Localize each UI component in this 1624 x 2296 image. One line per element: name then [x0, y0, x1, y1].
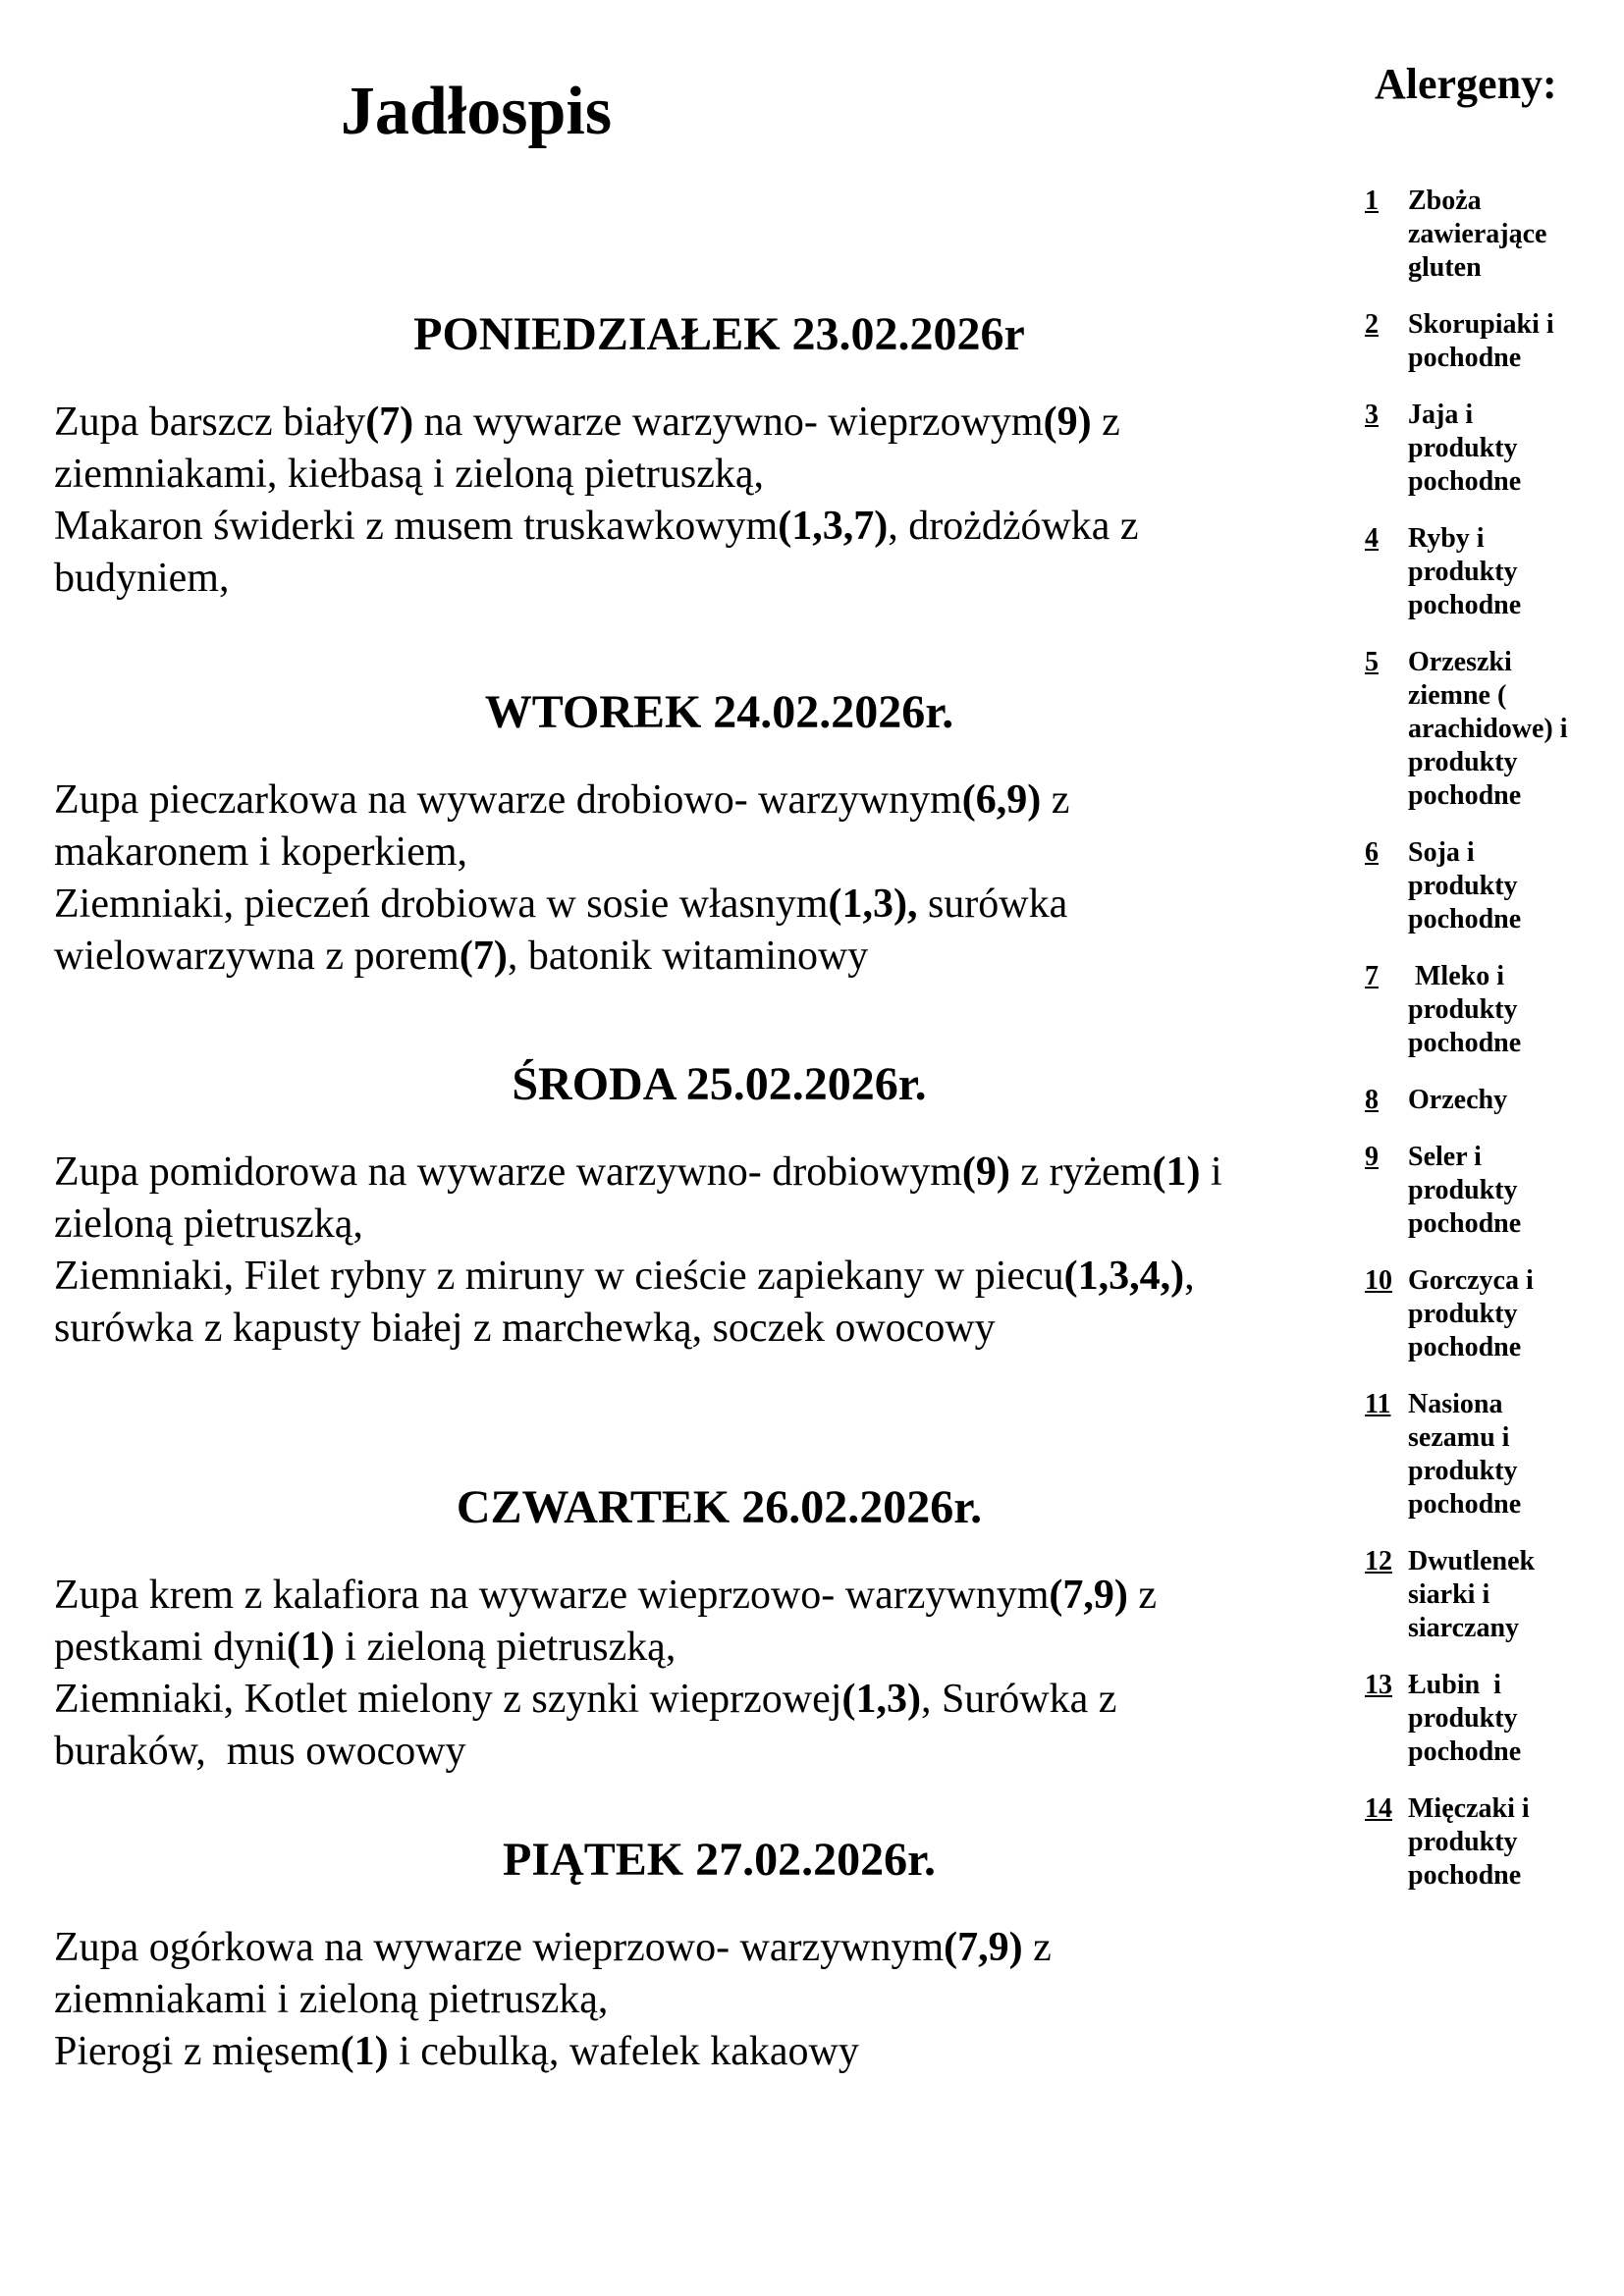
day-menu: [54, 397, 1384, 605]
allergen-label: Jaja i produkty pochodne: [1408, 400, 1525, 498]
allergen-item: [1365, 1669, 1620, 1769]
menu-line: makaronem i koperkiem,: [54, 828, 468, 875]
allergen-number: 5: [1365, 647, 1379, 678]
allergen-number: 8: [1365, 1085, 1379, 1116]
menu-days: [54, 307, 1384, 2079]
menu-line: Zupa pomidorowa na wywarze warzywno- drobiowym(9) z ryżem(1) i: [54, 1149, 1222, 1196]
menu-line: Zupa barszcz biały(7) na wywarze warzywno- wieprzowym(9) z: [54, 399, 1120, 445]
allergen-label: Ryby i produkty pochodne: [1408, 523, 1525, 621]
allergen-number: 12: [1365, 1546, 1392, 1577]
allergen-item: [1365, 646, 1620, 813]
menu-line: Makaron świderki z musem truskawkowym(1,3,7), drożdżówka z: [54, 503, 1139, 549]
menu-line: Ziemniaki, Filet rybny z miruny w cieście zapiekany w piecu(1,3,4,),: [54, 1254, 1195, 1300]
allergen-item: [1365, 308, 1620, 375]
allergens-header: Alergeny:: [1375, 60, 1557, 108]
allergen-item: [1365, 1545, 1620, 1645]
menu-line: buraków, mus owocowy: [54, 1729, 466, 1775]
allergen-item: [1365, 1141, 1620, 1241]
menu-line: wielowarzywna z porem(7), batonik witaminowy: [54, 933, 869, 979]
menu-line: Ziemniaki, Kotlet mielony z szynki wieprzowej(1,3), Surówka z: [54, 1677, 1117, 1723]
allergen-number: 9: [1365, 1142, 1379, 1173]
menu-line: Zupa pieczarkowa na wywarze drobiowo- warzywnym(6,9) z: [54, 776, 1070, 823]
allergen-label: Orzeszki ziemne ( arachidowe) i produkty pochodne: [1408, 647, 1575, 812]
day-menu: [54, 1922, 1384, 2078]
allergen-number: 10: [1365, 1265, 1392, 1297]
menu-line: Zupa krem z kalafiora na wywarze wieprzowo- warzywnym(7,9) z: [54, 1573, 1158, 1619]
allergen-number: 6: [1365, 837, 1379, 869]
menu-line: ziemniakami, kiełbasą i zieloną pietruszką,: [54, 451, 765, 497]
allergen-number: 11: [1365, 1389, 1391, 1420]
day-heading: PIĄTEK 27.02.2026r.: [503, 1834, 936, 1887]
allergen-item: [1365, 960, 1620, 1060]
menu-line: ziemniakami i zieloną pietruszką,: [54, 1977, 609, 2023]
allergen-number: 2: [1365, 309, 1379, 341]
day-heading: PONIEDZIAŁEK 23.02.2026r: [413, 307, 1025, 360]
day-section: [54, 1480, 1384, 1778]
allergen-number: 3: [1365, 400, 1379, 431]
allergen-number: 1: [1365, 186, 1379, 217]
allergen-item: [1365, 1264, 1620, 1364]
menu-line: Pierogi z mięsem(1) i cebulką, wafelek kakaowy: [54, 2029, 859, 2075]
menu-document: [54, 0, 1384, 2078]
allergen-number: 4: [1365, 523, 1379, 555]
page-title: Jadłospis: [340, 74, 613, 149]
day-menu: [54, 1147, 1384, 1355]
allergen-label: Mięczaki i produkty pochodne: [1408, 1793, 1537, 1892]
allergen-label: Dwutlenek siarki i siarczany: [1408, 1546, 1543, 1644]
menu-line: Ziemniaki, pieczeń drobiowa w sosie własnym(1,3), surówka: [54, 881, 1068, 927]
allergen-label: Soja i produkty pochodne: [1408, 837, 1525, 935]
menu-line: Zupa ogórkowa na wywarze wieprzowo- warzywnym(7,9) z: [54, 1925, 1052, 1971]
allergen-label: Orzechy: [1408, 1085, 1508, 1116]
menu-line: surówka z kapusty białej z marchewką, soczek owocowy: [54, 1306, 996, 1352]
allergen-label: Skorupiaki i pochodne: [1408, 309, 1561, 374]
allergen-item: [1365, 836, 1620, 936]
day-heading: CZWARTEK 26.02.2026r.: [456, 1481, 983, 1534]
allergen-label: Seler i produkty pochodne: [1408, 1142, 1525, 1240]
day-heading: ŚRODA 25.02.2026r.: [512, 1057, 927, 1110]
menu-line: pestkami dyni(1) i zieloną pietruszką,: [54, 1625, 677, 1671]
allergen-label: Mleko i produkty pochodne: [1408, 961, 1525, 1059]
allergen-item: [1365, 1084, 1620, 1117]
day-section: [54, 1057, 1384, 1355]
allergen-number: 7: [1365, 961, 1379, 992]
day-heading: WTOREK 24.02.2026r.: [484, 685, 954, 738]
allergen-item: [1365, 1388, 1620, 1522]
allergen-label: Gorczyca i produkty pochodne: [1408, 1265, 1541, 1363]
menu-line: budyniem,: [54, 555, 230, 601]
allergen-label: Łubin i produkty pochodne: [1408, 1670, 1525, 1768]
allergen-number: 13: [1365, 1670, 1392, 1701]
allergen-item: [1365, 399, 1620, 499]
day-section: [54, 1833, 1384, 2078]
day-section: [54, 307, 1384, 605]
allergens-sidebar: [1365, 0, 1620, 1916]
allergen-item: [1365, 1792, 1620, 1893]
allergens-list: [1365, 185, 1620, 1893]
allergen-label: Zboża zawierające gluten: [1408, 186, 1554, 284]
title-wrap: [54, 0, 898, 152]
menu-line: zieloną pietruszką,: [54, 1201, 363, 1248]
allergen-label: Nasiona sezamu i produkty pochodne: [1408, 1389, 1525, 1521]
day-menu: [54, 1570, 1384, 1778]
day-section: [54, 685, 1384, 983]
allergen-item: [1365, 185, 1620, 285]
day-menu: [54, 774, 1384, 983]
allergen-number: 14: [1365, 1793, 1392, 1825]
allergen-item: [1365, 522, 1620, 622]
